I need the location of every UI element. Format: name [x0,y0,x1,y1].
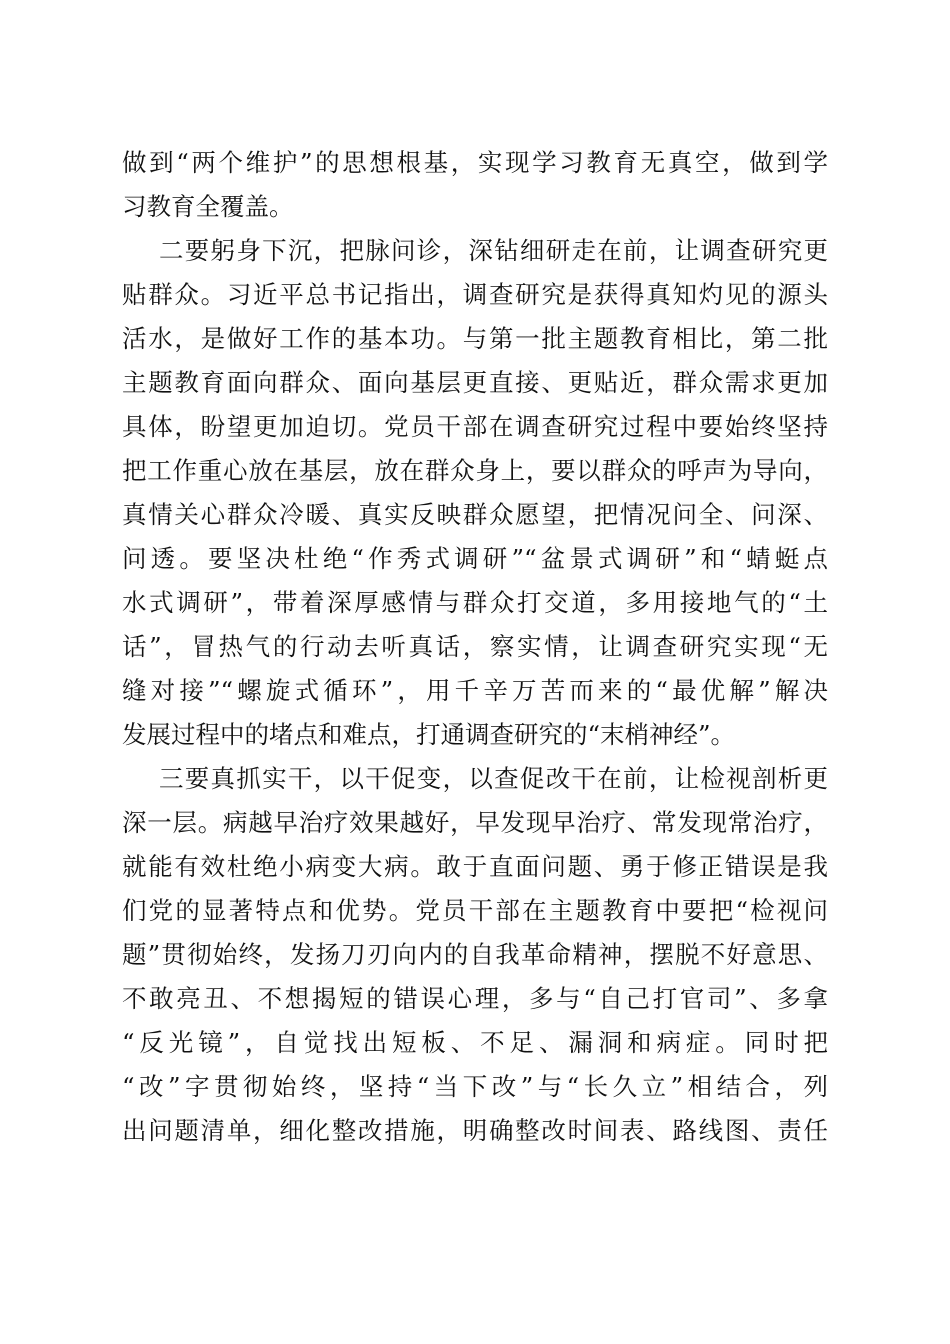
paragraph-line: “改”字贯彻始终，坚持“当下改”与“长久立”相结合，列 [122,1072,828,1101]
paragraph-line: 出问题清单，细化整改措施，明确整改时间表、路线图、责任 [122,1116,828,1145]
paragraph-line: 缝对接”“螺旋式循环”，用千辛万苦而来的“最优解”解决 [122,676,828,705]
paragraph-line: 们党的显著特点和优势。党员干部在主题教育中要把“检视问 [122,896,828,925]
paragraph-line: 真情关心群众冷暖、真实反映群众愿望，把情况问全、问深、 [122,500,828,529]
paragraph-line: 习教育全覆盖。 [122,192,294,221]
paragraph-first-line: 二要躬身下沉，把脉问诊，深钻细研走在前，让调查研究更 [159,236,828,265]
paragraph-line: 深一层。病越早治疗效果越好，早发现早治疗、常发现常治疗， [122,808,828,837]
paragraph-first-line: 三要真抓实干，以干促变，以查促改干在前，让检视剖析更 [159,764,828,793]
paragraph-line: 不敢亮丑、不想揭短的错误心理，多与“自己打官司”、多拿 [122,984,828,1013]
paragraph-line: 话”，冒热气的行动去听真话，察实情，让调查研究实现“无 [122,632,828,661]
paragraph-line: 问透。要坚决杜绝“作秀式调研”“盆景式调研”和“蜻蜓点 [122,544,828,573]
paragraph-line: “反光镜”，自觉找出短板、不足、漏洞和病症。同时把 [122,1028,828,1057]
paragraph-line: 把工作重心放在基层，放在群众身上，要以群众的呼声为导向， [122,456,828,485]
paragraph-line: 题”贯彻始终，发扬刀刃向内的自我革命精神，摆脱不好意思、 [122,940,828,969]
paragraph-line: 具体，盼望更加迫切。党员干部在调查研究过程中要始终坚持 [122,412,828,441]
paragraph-line: 发展过程中的堵点和难点，打通调查研究的“末梢神经”。 [122,720,736,749]
paragraph-line: 就能有效杜绝小病变大病。敢于直面问题、勇于修正错误是我 [122,852,828,881]
paragraph-line: 贴群众。习近平总书记指出，调查研究是获得真知灼见的源头 [122,280,828,309]
paragraph-line: 主题教育面向群众、面向基层更直接、更贴近，群众需求更加 [122,368,828,397]
paragraph-line: 水式调研”，带着深厚感情与群众打交道，多用接地气的“土 [122,588,828,617]
paragraph-line: 做到“两个维护”的思想根基，实现学习教育无真空，做到学 [122,148,828,177]
paragraph-line: 活水，是做好工作的基本功。与第一批主题教育相比，第二批 [122,324,828,353]
